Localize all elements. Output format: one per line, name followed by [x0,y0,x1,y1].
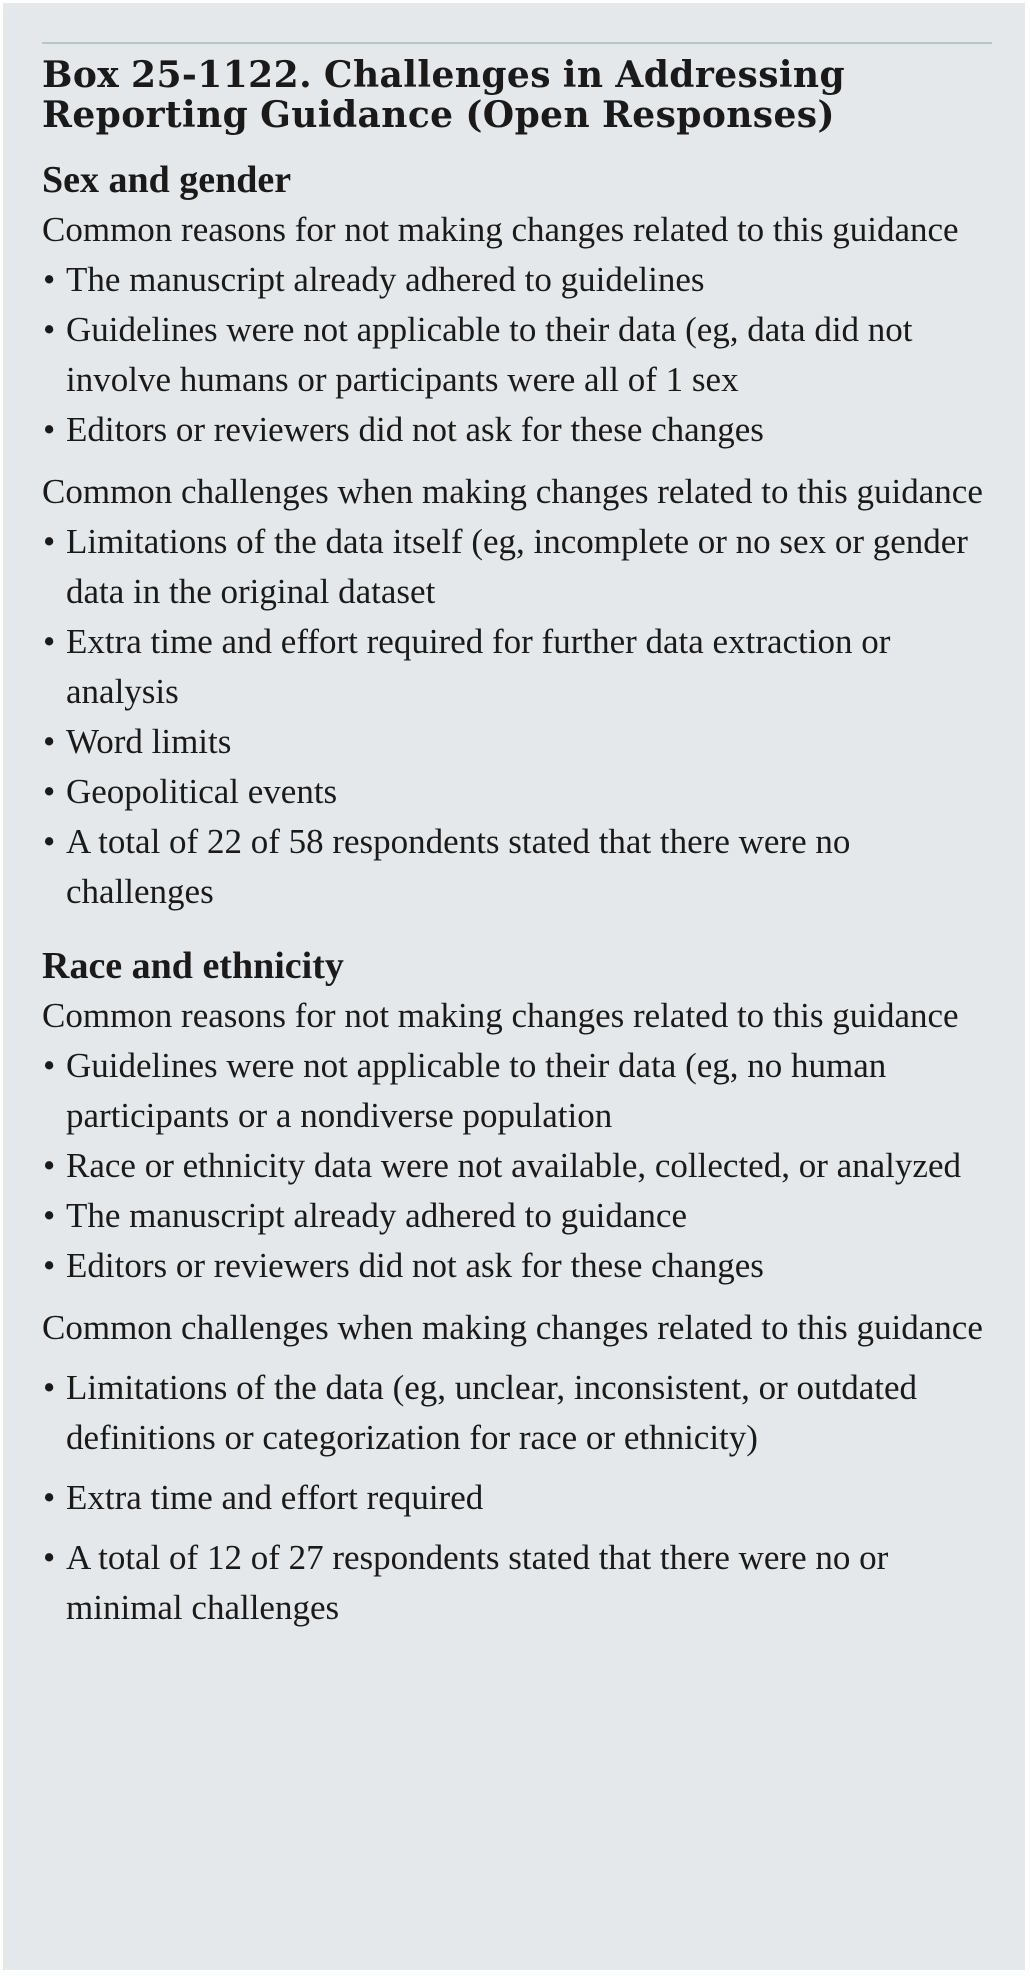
bullet-marker: • [43,1146,56,1185]
bullet-list [42,517,1002,917]
list-item [42,817,1002,917]
list-item-text: Geopolitical events [66,772,338,811]
list-item [42,1241,1002,1291]
bullet-marker: • [43,1196,56,1235]
bullet-marker: • [43,772,56,811]
list-item-text: Race or ethnicity data were not available, collected, or analyzed [66,1146,961,1185]
list-item [42,305,1002,405]
list-item-text: Guidelines were not applicable to their data (eg, data did not involve humans or participants were all of 1 sex [66,310,913,399]
list-item-text: Word limits [66,722,232,761]
bullet-marker: • [43,1478,56,1517]
bullet-list [42,1041,1002,1291]
list-item-text: The manuscript already adhered to guidelines [66,260,705,299]
bullet-marker: • [43,1368,56,1407]
list-item-text: A total of 22 of 58 respondents stated that there were no challenges [66,822,851,911]
list-item [42,405,1002,455]
list-item [42,717,1002,767]
group-intro: Common challenges when making changes related to this guidance [42,1308,983,1347]
bullet-marker: • [43,1538,56,1577]
box-title [42,55,1002,135]
bullet-list [42,255,1002,455]
list-item [42,1473,1002,1523]
bullet-marker: • [43,722,56,761]
list-item [42,1191,1002,1241]
list-item-text: Extra time and effort required [66,1478,484,1517]
list-item [42,517,1002,617]
bullet-marker: • [43,410,56,449]
top-divider [42,42,992,44]
box-title-line-2: Reporting Guidance (Open Responses) [42,94,835,136]
list-item-text: The manuscript already adhered to guidance [66,1196,687,1235]
group-intro: Common challenges when making changes related to this guidance [42,472,983,511]
list-item [42,1141,1002,1191]
group-intro: Common reasons for not making changes related to this guidance [42,996,959,1035]
section-sex-and-gender [42,155,1002,917]
box-title-line-1: Box 25-1122. Challenges in Addressing [42,54,846,96]
bullet-marker: • [43,1046,56,1085]
section-heading: Race and ethnicity [42,945,344,987]
list-item [42,255,1002,305]
bullet-marker: • [43,310,56,349]
list-item-text: Limitations of the data itself (eg, incomplete or no sex or gender data in the original dataset [66,522,968,611]
group-intro: Common reasons for not making changes related to this guidance [42,210,959,249]
bullet-marker: • [43,822,56,861]
bullet-marker: • [43,260,56,299]
list-item-text: Guidelines were not applicable to their data (eg, no human participants or a nondiverse population [66,1046,887,1135]
list-item [42,1041,1002,1141]
bullet-marker: • [43,622,56,661]
section-race-and-ethnicity [42,941,1002,1633]
list-item-text: Extra time and effort required for further data extraction or analysis [66,622,891,711]
list-item [42,767,1002,817]
list-item-text: Limitations of the data (eg, unclear, inconsistent, or outdated definitions or categorization for race or ethnicity) [66,1368,917,1457]
list-item-text: A total of 12 of 27 respondents stated that there were no or minimal challenges [66,1538,889,1627]
bullet-marker: • [43,522,56,561]
bullet-marker: • [43,1246,56,1285]
sidebar-box [3,3,1025,1970]
list-item [42,1363,1002,1463]
section-heading: Sex and gender [42,159,292,201]
box-content [42,55,1002,1643]
list-item-text: Editors or reviewers did not ask for these changes [66,1246,764,1285]
list-item [42,617,1002,717]
bullet-list [42,1363,1002,1633]
list-item [42,1533,1002,1633]
list-item-text: Editors or reviewers did not ask for these changes [66,410,764,449]
